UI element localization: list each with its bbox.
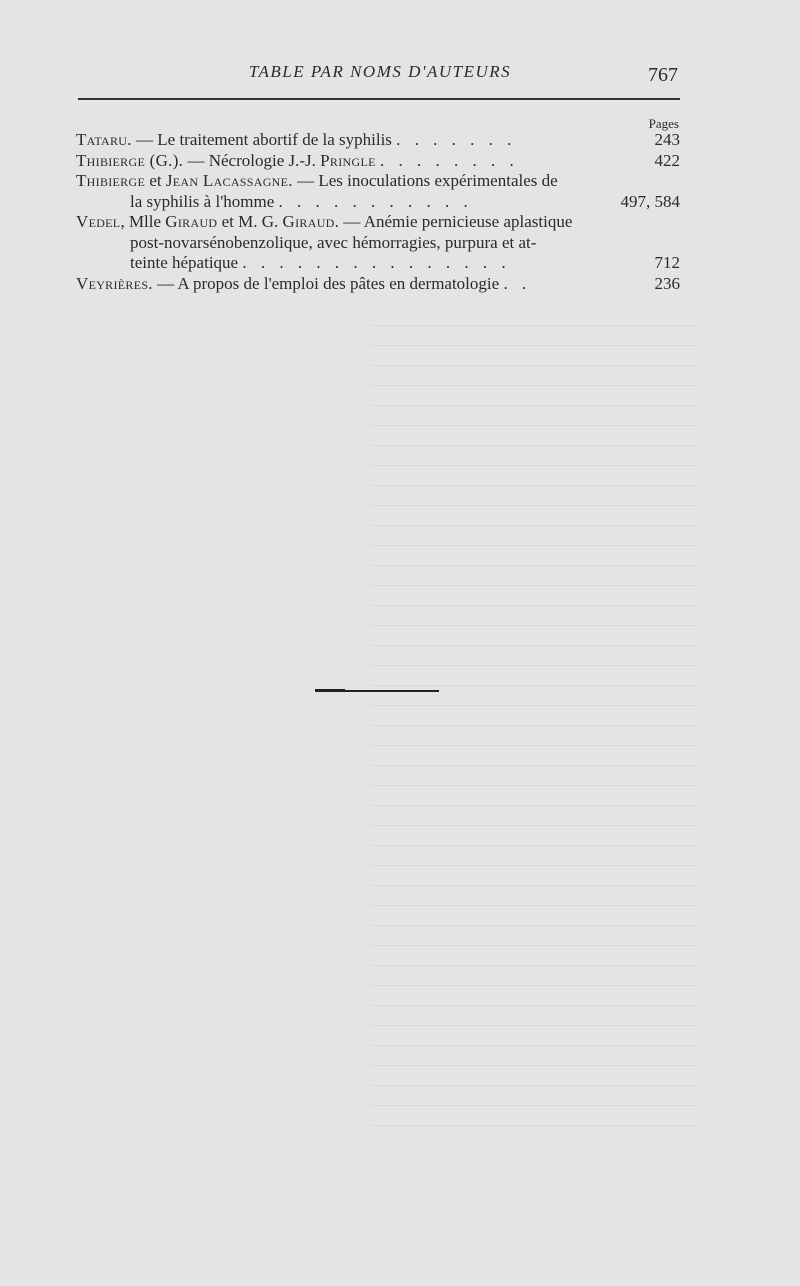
end-of-section-rule [315, 690, 439, 692]
entry-connector: et [145, 171, 166, 190]
index-entry-tataru [76, 130, 680, 151]
entry-page-ref: 422 [654, 150, 680, 170]
author-name-secondary: Pringle [320, 150, 376, 170]
entry-title: la syphilis à l'homme [130, 191, 275, 211]
author-name-secondary: Jean Lacassagne. [165, 171, 293, 190]
page-number: 767 [648, 64, 678, 86]
index-entry-thibierge [76, 151, 680, 172]
running-header-title: TABLE PAR NOMS D'AUTEURS [248, 62, 512, 81]
bleed-through-texture [370, 325, 700, 1145]
dot-leader: . . . . . . . [396, 130, 517, 149]
entry-title: teinte hépatique [130, 253, 239, 272]
index-entry-continuation [76, 253, 680, 274]
index-entry-vedel [76, 212, 680, 233]
index-entry-continuation [76, 192, 680, 213]
entry-page-ref: 497, 584 [620, 191, 680, 211]
entry-title: — Les inoculations expérimentales de [292, 171, 558, 190]
entry-title: post-novarsénobenzolique, avec hémorragies, purpura et at- [130, 232, 537, 252]
author-index-entries [76, 130, 680, 294]
entry-title: — Le traitement abortif de la syphilis [131, 130, 392, 149]
entry-connector: et M. G. [217, 212, 283, 231]
dot-leader: . . [503, 273, 532, 293]
entry-title: — Anémie pernicieuse aplastique [339, 212, 573, 231]
index-entry-thibierge-lacassagne [76, 171, 680, 192]
author-name-secondary: Giraud [165, 212, 218, 231]
header-rule [78, 98, 680, 100]
author-name: Thibierge [76, 171, 146, 190]
entry-page-ref: 243 [654, 130, 680, 149]
entry-page-ref: 712 [654, 253, 680, 272]
index-entry-veyrieres [76, 274, 680, 295]
entry-page-ref: 236 [654, 273, 680, 293]
author-name: Thibierge (G.). [76, 150, 184, 170]
author-name: Tataru. [76, 130, 132, 149]
author-name: Vedel [76, 212, 121, 231]
pages-column-label: Pages [648, 116, 679, 131]
dot-leader: . . . . . . . . . . . . . . . [242, 253, 511, 272]
entry-connector: , Mlle [120, 212, 166, 231]
dot-leader: . . . . . . . . [379, 150, 519, 170]
index-entry-continuation [76, 233, 680, 254]
dot-leader: . . . . . . . . . . . [278, 191, 473, 211]
entry-title: — Nécrologie J.-J. [183, 150, 321, 170]
entry-title: — A propos de l'emploi des pâtes en dermatologie [152, 273, 500, 293]
author-name: Veyrières. [76, 273, 153, 293]
author-name-tertiary: Giraud. [282, 212, 340, 231]
